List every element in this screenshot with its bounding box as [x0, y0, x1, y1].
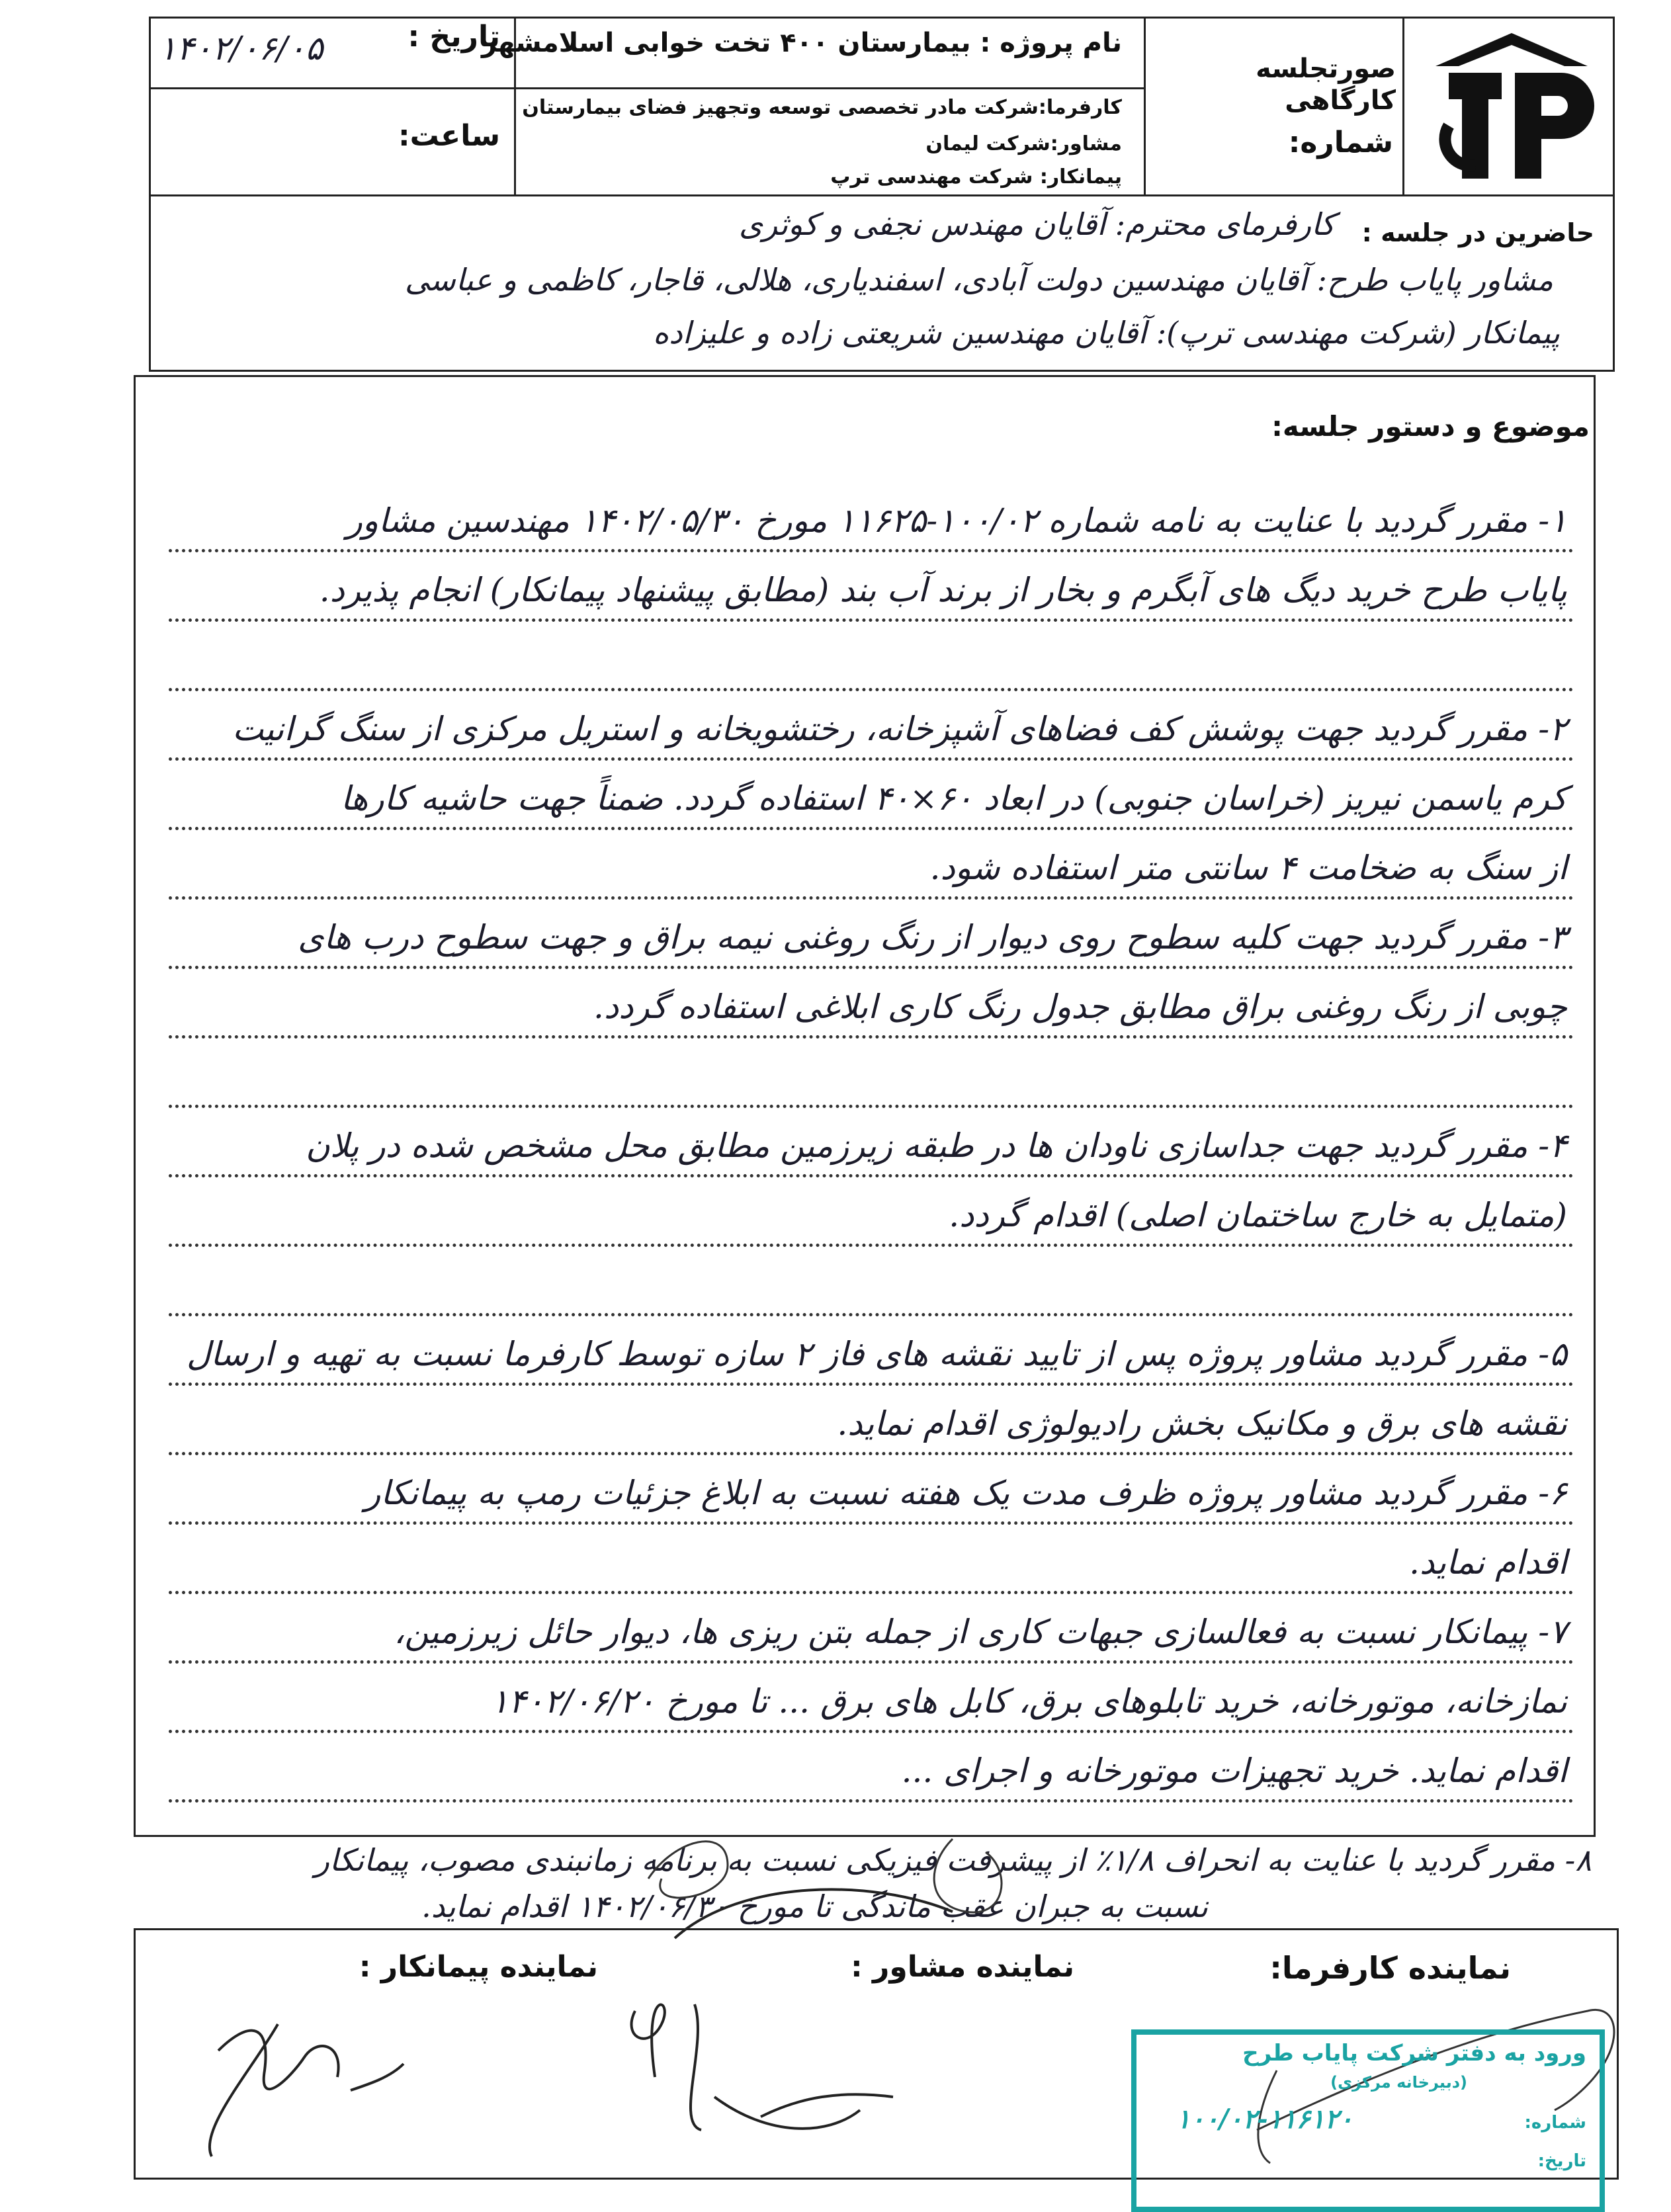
- contractor-rep-label: نماینده پیمانکار :: [359, 1950, 598, 1984]
- employer-rep-label: نماینده کارفرما:: [1269, 1950, 1511, 1986]
- agenda-line: ۲- مقرر گردید جهت پوشش کف فضاهای آشپزخانه، رختشویخانه و استریل مرکزی از سنگ گرانیت: [232, 710, 1567, 748]
- attendees-label: حاضرین در جلسه :: [1361, 218, 1594, 247]
- divider: [149, 87, 1144, 89]
- agenda-line: ۳- مقرر گردید جهت کلیه سطوح روی دیوار از رنگ روغنی نیمه براق و جهت سطوح درب های: [298, 918, 1567, 957]
- agenda-line: کرم یاسمن نیریز (خراسان جنوبی) در ابعاد ۶۰×۴۰ استفاده گردد. ضمناً جهت حاشیه کارها: [340, 779, 1567, 818]
- dotted-line: [169, 1174, 1574, 1177]
- date-label: تاریخ :: [407, 20, 500, 54]
- contractor-signature: [210, 2024, 404, 2156]
- agenda-title: موضوع و دستور جلسه:: [1271, 410, 1590, 443]
- consultant-rep-label: نماینده مشاور :: [851, 1950, 1074, 1984]
- dotted-line: [169, 549, 1574, 552]
- dotted-line: [169, 1244, 1574, 1247]
- dotted-line: [169, 1313, 1574, 1316]
- agenda-line: نقشه های برق و مکانیک بخش رادیولوژی اقدام نماید.: [837, 1404, 1567, 1443]
- agenda-line: از سنگ به ضخامت ۴ سانتی متر استفاده شود.: [929, 849, 1567, 887]
- agenda-line: ۷- پیمانکار نسبت به فعالسازی جبهات کاری از جمله بتن ریزی ها، دیوار حائل زیرزمین،: [394, 1613, 1567, 1651]
- dotted-line: [169, 1105, 1574, 1108]
- stamp-title: ورود به دفتر شرکت پایاب طرح: [1242, 2040, 1586, 2066]
- time-label: ساعت:: [398, 119, 500, 153]
- agenda-line: اقدام نماید. خرید تجهیزات موتورخانه و اجرای ...: [901, 1752, 1567, 1790]
- agenda-line: ۱- مقرر گردید با عنایت به نامه شماره ۱۰۰/۰۲-۱۱۶۲۵ مورخ ۱۴۰۲/۰۵/۳۰ مهندسین مشاور: [346, 501, 1567, 540]
- stamp-number-value: ۱۰۰/۰۲-۱۱۶۱۲۰: [1176, 2104, 1353, 2135]
- received-stamp: [1131, 2029, 1605, 2212]
- item-8-signature: [648, 1839, 1002, 1912]
- attendee-line: کارفرمای محترم: آقایان مهندس نجفی و کوثری: [738, 206, 1335, 242]
- contractor-name: پیمانکار: شرکت مهندسی ترپ: [830, 165, 1122, 189]
- employer-name: کارفرما:شرکت مادر تخصصی توسعه وتجهیز فضای بیمارستان: [522, 96, 1122, 119]
- consultant-name: مشاور:شرکت لیمان: [925, 132, 1122, 155]
- agenda-line: اقدام نماید.: [1409, 1543, 1567, 1582]
- dotted-line: [169, 1660, 1574, 1664]
- dotted-line: [169, 1035, 1574, 1039]
- agenda-line: ۴- مقرر گردید جهت جداسازی ناودان ها در طبقه زیرزمین مطابق محل مشخص شده در پلان: [306, 1127, 1567, 1165]
- attendees-section: [149, 196, 1615, 372]
- dotted-line: [169, 1730, 1574, 1733]
- dotted-line: [169, 618, 1574, 622]
- attendee-line: مشاور پایاب طرح: آقایان مهندسین دولت آبادی، اسفندیاری، هلالی، قاجار، کاظمی و عباسی: [404, 262, 1553, 298]
- document-title: صورتجلسه کارگاهی: [1256, 54, 1396, 116]
- dotted-line: [169, 1521, 1574, 1525]
- consultant-signature: [632, 1889, 953, 2130]
- agenda-item-8-line: ۸- مقرر گردید با عنایت به انحراف ۱/۸٪ از پیشرفت فیزیکی نسبت به برنامه زمانبندی مصوب، پیمانکار: [314, 1842, 1592, 1878]
- stamp-subtitle: (دبیرخانه مرکزی): [1330, 2073, 1467, 2092]
- dotted-line: [169, 1591, 1574, 1594]
- agenda-line: پایاب طرح خرید دیگ های آبگرم و بخار از برند آب بند (مطابق پیشنهاد پیمانکار) انجام پذیرد.: [319, 571, 1567, 609]
- dotted-line: [169, 757, 1574, 761]
- dotted-line: [169, 1382, 1574, 1386]
- agenda-item-8-line: نسبت به جبران عقب ماندگی تا مورخ ۱۴۰۲/۰۶/۳۰ اقدام نماید.: [421, 1889, 1208, 1924]
- document-number-label: شماره:: [1288, 126, 1393, 159]
- agenda-line: نمازخانه، موتورخانه، خرید تابلوهای برق، کابل های برق ... تا مورخ ۱۴۰۲/۰۶/۲۰: [490, 1682, 1567, 1721]
- attendee-line: پیمانکار (شرکت مهندسی ترپ): آقایان مهندسین شریعتی زاده و علیزاده: [653, 315, 1560, 351]
- company-logo: [1422, 26, 1601, 185]
- dotted-line: [169, 896, 1574, 900]
- agenda-line: ۵- مقرر گردید مشاور پروژه پس از تایید نقشه های فاز ۲ سازه توسط کارفرما نسبت به تهیه و ارسال: [186, 1335, 1567, 1373]
- dotted-line: [169, 1452, 1574, 1455]
- agenda-line: چوبی از رنگ روغنی براق مطابق جدول رنگ کاری ابلاغی استفاده گردد.: [593, 988, 1567, 1026]
- stamp-number-label: شماره:: [1524, 2113, 1586, 2133]
- stamp-date-label: تاریخ:: [1537, 2151, 1586, 2171]
- dotted-line: [169, 827, 1574, 830]
- dotted-line: [169, 966, 1574, 969]
- divider: [1402, 17, 1404, 196]
- agenda-section: [134, 375, 1596, 1837]
- agenda-line: ۶- مقرر گردید مشاور پروژه ظرف مدت یک هفته نسبت به ابلاغ جزئیات رمپ به پیمانکار: [364, 1474, 1567, 1512]
- dotted-line: [169, 688, 1574, 691]
- date-value: ۱۴۰۲/۰۶/۰۵: [159, 29, 323, 67]
- project-name: نام پروژه : بیمارستان ۴۰۰ تخت خوابی اسلامشهر: [482, 28, 1122, 58]
- agenda-line: (متمایل به خارج ساختمان اصلی) اقدام گردد.: [949, 1196, 1567, 1234]
